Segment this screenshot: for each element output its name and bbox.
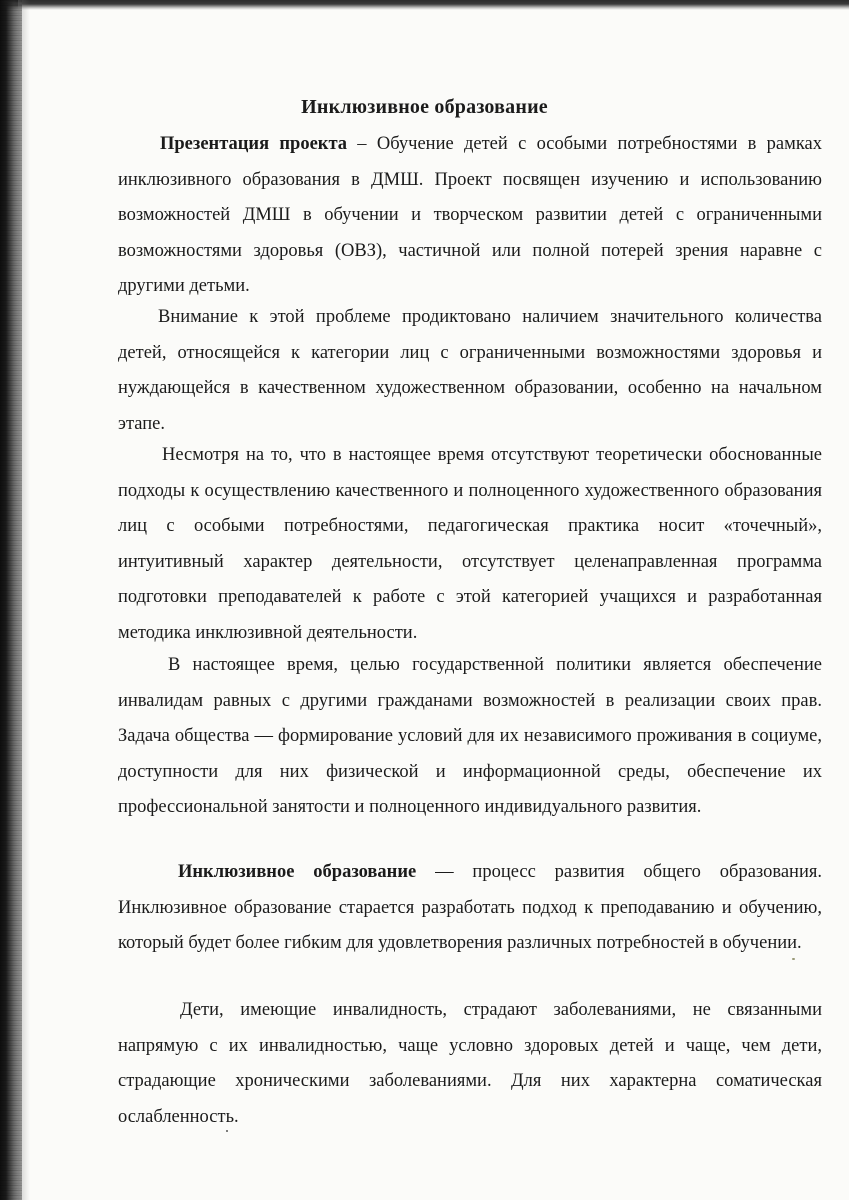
scan-speck (792, 958, 795, 960)
scan-speck (226, 1130, 228, 1132)
paragraph-text: — процесс развития общего образования. Инклюзивное образование старается разработать подход к преподаванию и обучению, который будет более гибким для удовлетворения различных потребностей в обучении. (118, 862, 822, 954)
document-title: Инклюзивное образование (301, 96, 548, 118)
paragraph-lead: Презентация проекта (160, 134, 348, 154)
paragraph-project-presentation (118, 127, 822, 305)
scan-left-edge-fade (18, 0, 30, 1200)
paragraph-inclusive-definition (118, 855, 822, 962)
scan-top-edge (0, 0, 849, 10)
paragraph-lead: Инклюзивное образование (178, 862, 417, 882)
paragraph-text: – Обучение детей с особыми потребностями в рамках инклюзивного образования в ДМШ. Проект посвящен изучению и использованию возможностей ДМШ в обучении и творческом развитии детей с ограниченными возможностями здоровья (ОВЗ), частичной или полной потерей зрения наравне с другими детьми. (118, 134, 822, 297)
paragraph-state-policy: В настоящее время, целью государственной политики является обеспечение инвалидам равных с другими гражданами возможностей в реализации своих прав. Задача общества — формирование условий для их независимого проживания в социуме, доступности для них физической и информационной среды, обеспечение их профессиональной занятости и полноценного индивидуального развития. (118, 655, 822, 818)
paragraph-despite: Несмотря на то, что в настоящее время отсутствуют теоретически обоснованные подходы к осуществлению качественного и полноценного художественного образования лиц с особыми потребностями, педагогическая практика носит «точечный», интуитивный характер деятельности, отсутствует целенаправленная программа подготовки преподавателей к работе с этой категорией учащихся и разработанная методика инклюзивной деятельности. (118, 445, 822, 643)
paragraph-attention: Внимание к этой проблеме продиктовано наличием значительного количества детей, относящейся к категории лиц с ограниченными возможностями здоровья и нуждающейся в качественном художественном образовании, особенно на начальном этапе. (118, 307, 822, 434)
paragraph-children-health: Дети, имеющие инвалидность, страдают заболеваниями, не связанными напрямую с их инвалидностью, чаще условно здоровых детей и чаще, чем дети, страдающие хроническими заболеваниями. Для них характерна соматическая ослабленность. (118, 1000, 822, 1127)
